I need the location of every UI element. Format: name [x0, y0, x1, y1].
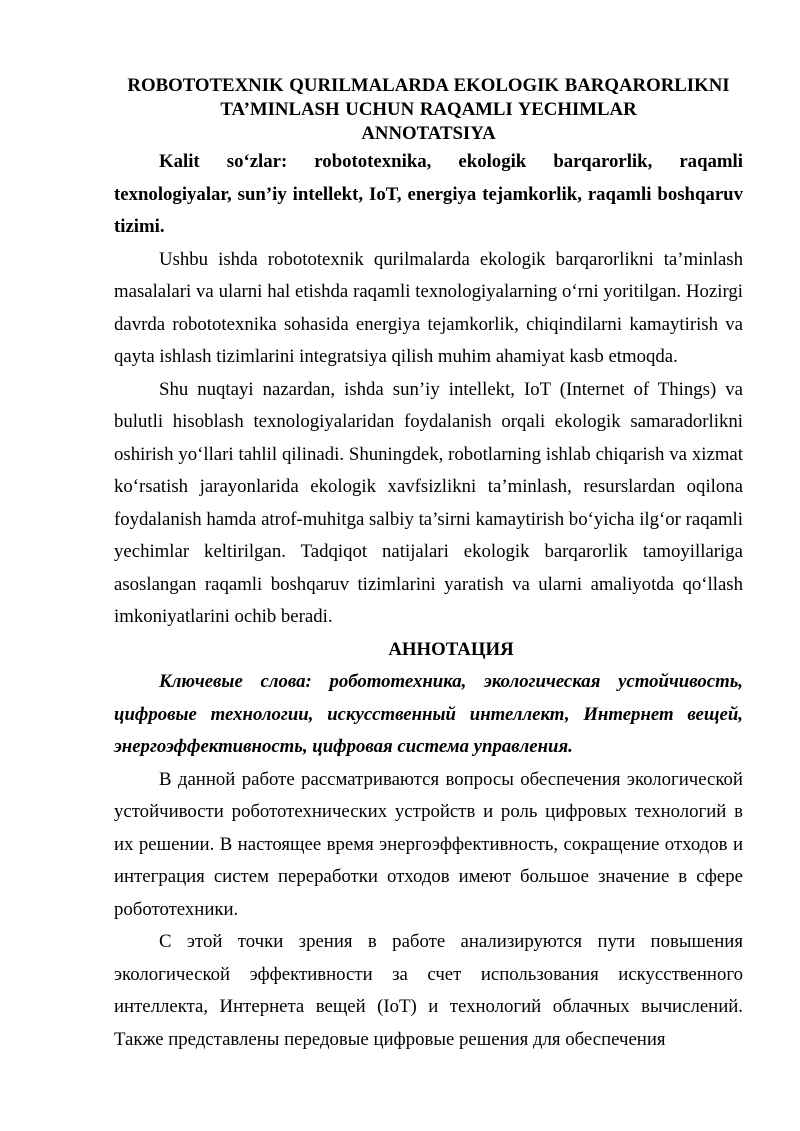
keywords-paragraph-ru: Ключевые слова: робототехника, экологическая устойчивость, цифровые технологии, искусственный интеллект, Интернет вещей, энергоэффективность, цифровая система управления. — [114, 671, 743, 757]
section-heading-ru: АННОТАЦИЯ — [388, 638, 514, 660]
body-paragraph-ru-1: В данной работе рассматриваются вопросы обеспечения экологической устойчивости робототехнических устройств и роль цифровых технологий в их решении. В настоящее время энергоэффективность, сокращение отходов и интеграция систем переработки отходов имеют большое значение в сфере робототехники. — [114, 768, 743, 920]
body-paragraph-uz-2: Shu nuqtayi nazardan, ishda sun’iy intellekt, IoT (Internet of Things) va bulutli hisoblash texnologiyalaridan foydalanish orqali ekologik samaradorlikni oshirish yo‘llari tahlil qilinadi. Shuningdek, robotlarning ishlab chiqarish va xizmat ko‘rsatish jarayonlarida ekologik xavfsizlikni ta’minlash, resurslardan oqilona foydalanish hamda atrof-muhitga salbiy ta’sirni kamaytirish bo‘yicha ilg‘or raqamli yechimlar keltirilgan. Tadqiqot natijalari ekologik barqarorlik tamoyillariga asoslangan raqamli boshqaruv tizimlarini yaratish va ularni amaliyotda qo‘llash imkoniyatlarini ochib beradi. — [114, 378, 743, 627]
document-title: ROBOTOTEXNIK QURILMALARDA EKOLOGIK BARQARORLIKNI TA’MINLASH UCHUN RAQAMLI YECHIMLAR — [127, 75, 730, 120]
section-heading-uz: ANNOTATSIYA — [361, 123, 496, 144]
body-paragraph-uz-1: Ushbu ishda robototexnik qurilmalarda ekologik barqarorlikni ta’minlash masalalari va ularni hal etishda raqamli texnologiyalarning o‘rni yoritilgan. Hozirgi davrda robototexnika sohasida energiya tejamkorlik, chiqindilarni kamaytirish va qayta ishlash tizimlarini integratsiya qilish muhim ahamiyat kasb etmoqda. — [114, 248, 743, 367]
keywords-paragraph-uz: Kalit so‘zlar: robototexnika, ekologik barqarorlik, raqamli texnologiyalar, sun’iy intellekt, IoT, energiya tejamkorlik, raqamli boshqaruv tizimi. — [114, 151, 743, 237]
body-paragraph-ru-2: С этой точки зрения в работе анализируются пути повышения экологической эффективности за счет использования искусственного интеллекта, Интернета вещей (IoT) и технологий облачных вычислений. Также представлены передовые цифровые решения для обеспечения — [114, 931, 743, 1050]
